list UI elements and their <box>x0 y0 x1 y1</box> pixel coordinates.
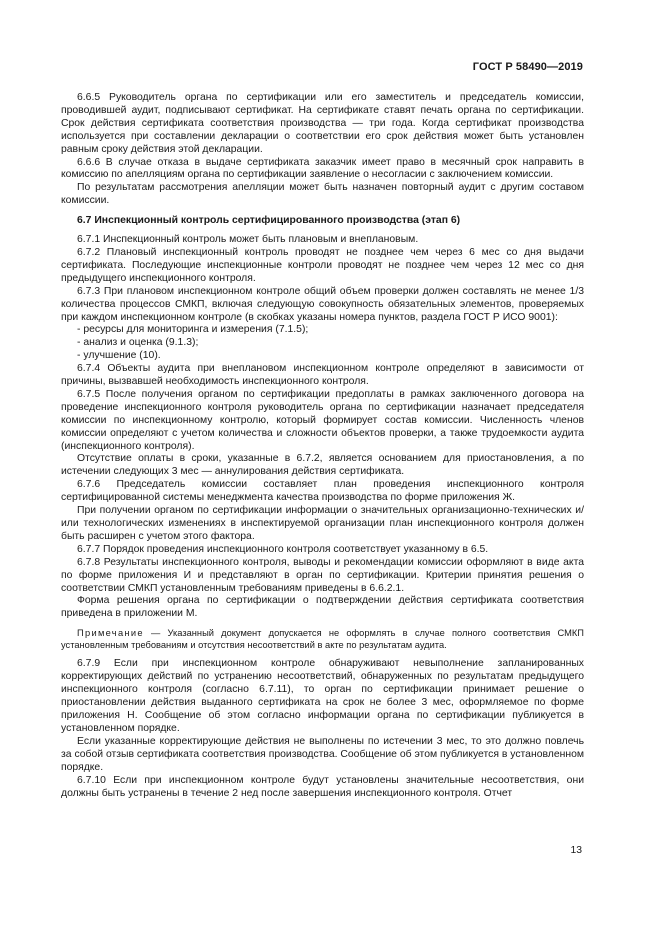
note-label: Примечание <box>77 628 144 639</box>
document-header: ГОСТ Р 58490—2019 <box>472 61 583 73</box>
note-text: — Указанный документ допускается не оформлять в случае полного соответствия СМКП установленным требованиям и отсутствия несоответствий в акте по результатам аудита. <box>61 628 584 650</box>
paragraph-6-7-1: 6.7.1 Инспекционный контроль может быть плановым и внеплановым. <box>77 234 419 246</box>
page-content <box>61 92 584 800</box>
paragraph-6-6-6: 6.6.6 В случае отказа в выдаче сертификата заказчик имеет право в месячный срок направить в комиссию по апелляциям органа по сертификации заявление о несогласии с заключением комиссии. <box>61 156 584 181</box>
paragraph-6-7-4: 6.7.4 Объекты аудита при внеплановом инспекционном контроле определяют в зависимости от причины, вызвавшей необходимость инспекционного контроля. <box>61 363 584 388</box>
paragraph-6-6-5: 6.6.5 Руководитель органа по сертификации или его заместитель и председатель комиссии, проводившей аудит, подписывают сертификат. На сертификате ставят печать органа по сертификации. Срок действия сертификата соответствия производства — три года. Когда сертификат производства используется при составлении декларации о соответствии его срок действия может быть установлен равным сроку действия этой декларации. <box>61 92 584 155</box>
paragraph-decision-form: Форма решения органа по сертификации о подтверждении действия сертификата соответствия приведена в приложении М. <box>61 595 584 620</box>
paragraph-6-7-6: 6.7.6 Председатель комиссии составляет план проведения инспекционного контроля сертифицированной системы менеджмента качества производства по форме приложения Ж. <box>61 479 584 504</box>
paragraph-6-7-10: 6.7.10 Если при инспекционном контроле будут установлены значительные несоответствия, они должны быть устранены в течение 2 нед после завершения инспекционного контроля. Отчет <box>61 774 584 799</box>
paragraph-revocation: Если указанные корректирующие действия не выполнены по истечении 3 мес, то это должно повлечь за собой отзыв сертификата соответствия производства. Сообщение об этом публикуется в установленном порядке. <box>61 735 584 773</box>
paragraph-6-7-5: 6.7.5 После получения органом по сертификации предоплаты в рамках заключенного договора на проведение инспекционного контроля руководитель органа по сертификации назначает председателя комиссии по инспекционному контролю, который формирует состав комиссии. Численность членов комиссии определяют с учетом количества и сложности объектов проверки, а также трудоемкости аудита (инспекционного контроля). <box>61 388 584 452</box>
paragraph-6-7-9: 6.7.9 Если при инспекционном контроле обнаруживают невыполнение запланированных корректирующих действий по устранению несоответствий, обнаруженных по результатам предыдущего инспекционного контроля (согласно 6.7.11), то орган по сертификации принимает решение о приостановлении действия выданного сертификата на срок не более 3 мес, оформляемое по форме приложения Н. Сообщение об этом согласно информации органа по сертификации публикуется в установленном порядке. <box>61 658 584 734</box>
paragraph-6-7-7: 6.7.7 Порядок проведения инспекционного контроля соответствует указанному в 6.5. <box>77 543 489 555</box>
bullet-item: - анализ и оценка (9.1.3); <box>77 337 199 349</box>
note <box>61 628 584 651</box>
paragraph-changes: При получении органом по сертификации информации о значительных организационно-технических и/или технологических изменениях в инспектируемой организации план инспекционного контроля должен быть расширен с учетом этого фактора. <box>61 505 584 542</box>
bullet-item: - ресурсы для мониторинга и измерения (7.1.5); <box>77 324 309 336</box>
page-number: 13 <box>570 845 582 856</box>
paragraph-6-7-2: 6.7.2 Плановый инспекционный контроль проводят не позднее чем через 6 мес со дня выдачи сертификата. Последующие инспекционные контроли проводят не позднее чем через 12 мес со дня предыдущего инспекционного контроля. <box>61 246 584 284</box>
bullet-item: - улучшение (10). <box>77 350 161 362</box>
paragraph-payment: Отсутствие оплаты в сроки, указанные в 6.7.2, является основанием для приостановления, а по истечении следующих 3 мес — аннулирования действия сертификата. <box>61 453 584 478</box>
paragraph-appeal: По результатам рассмотрения апелляции может быть назначен повторный аудит с другим составом комиссии. <box>61 182 584 207</box>
paragraph-6-7-3: 6.7.3 При плановом инспекционном контроле общий объем проверки должен составлять не менее 1/3 количества процессов СМКП, включая следующую совокупность обязательных элементов, проверяемых при каждом инспекционном контроле (в скобках указаны номера пунктов, раздела ГОСТ Р ИСО 9001): <box>61 285 584 323</box>
section-title-6-7: 6.7 Инспекционный контроль сертифицированного производства (этап 6) <box>77 215 461 227</box>
paragraph-6-7-8: 6.7.8 Результаты инспекционного контроля, выводы и рекомендации комиссии оформляют в виде акта по форме приложения И и представляют в орган по сертификации. Критерии принятия решения о соответствии СМКП установленным требованиям приведены в 6.6.2.1. <box>61 556 584 594</box>
